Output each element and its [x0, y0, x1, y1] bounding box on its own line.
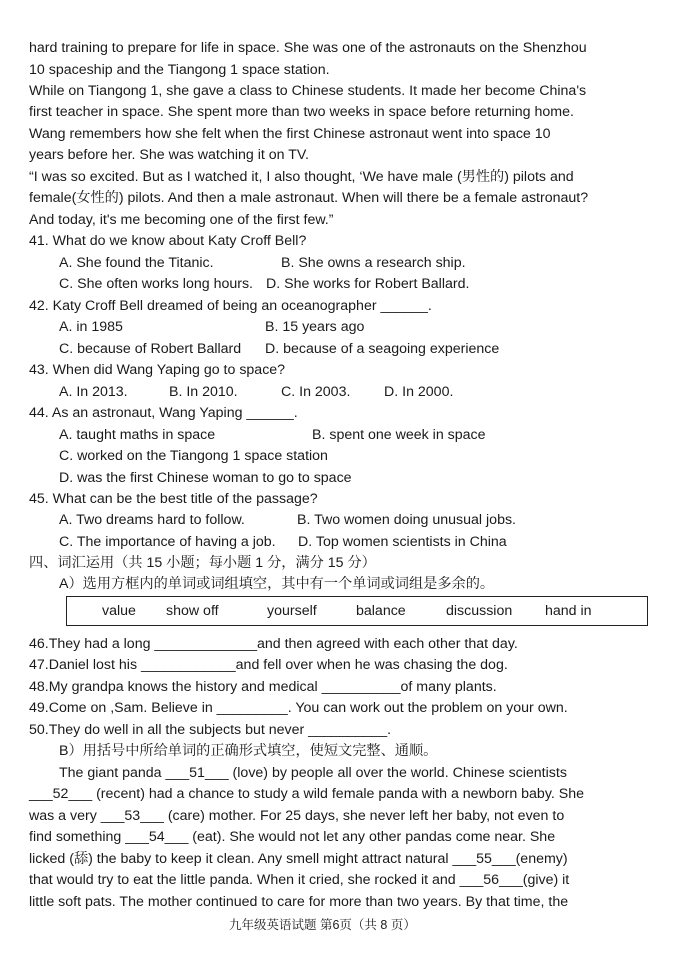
fill-item-50: 50.They do well in all the subjects but never __________. [29, 722, 392, 738]
part-a-instruction: A）选用方框内的单词或词组填空，其中有一个单词或词组是多余的。 [59, 576, 495, 592]
passage-line: “I was so excited. But as I watched it, I also thought, ‘We have male (男性的) pilots and [29, 169, 574, 185]
passage-line: Wang remembers how she felt when the first Chinese astronaut went into space 10 [29, 126, 551, 142]
passage-line: years before her. She was watching it on TV. [29, 147, 309, 163]
question-43-stem: 43. When did Wang Yaping go to space? [29, 362, 286, 378]
option-45-b: B. Two women doing unusual jobs. [297, 512, 516, 528]
word-box-item: value [102, 603, 136, 619]
option-43-a: A. In 2013. [59, 384, 128, 400]
option-41-b: B. She owns a research ship. [281, 255, 466, 271]
option-44-d: D. was the first Chinese woman to go to space [59, 470, 352, 486]
part-b-instruction: B）用括号中所给单词的正确形式填空，使短文完整、通顺。 [59, 743, 438, 759]
word-box-item: balance [356, 603, 406, 619]
question-42-stem: 42. Katy Croff Bell dreamed of being an oceanographer ______. [29, 298, 432, 314]
option-45-c: C. The importance of having a job. [59, 534, 276, 550]
option-43-d: D. In 2000. [384, 384, 454, 400]
word-box-item: discussion [446, 603, 513, 619]
option-43-c: C. In 2003. [281, 384, 351, 400]
question-44-stem: 44. As an astronaut, Wang Yaping ______. [29, 405, 298, 421]
passage-line: 10 spaceship and the Tiangong 1 space station. [29, 62, 330, 78]
word-box-item: hand in [545, 603, 592, 619]
question-45-stem: 45. What can be the best title of the passage? [29, 491, 318, 507]
passage-line: first teacher in space. She spent more than two weeks in space before returning home. [29, 104, 574, 120]
part-b-text-line: find something ___54___ (eat). She would not let any other pandas come near. She [29, 829, 556, 845]
option-44-a: A. taught maths in space [59, 427, 216, 443]
word-box [66, 596, 648, 626]
option-45-a: A. Two dreams hard to follow. [59, 512, 245, 528]
part-b-text-line: The giant panda ___51___ (love) by people all over the world. Chinese scientists [59, 765, 567, 781]
question-41-stem: 41. What do we know about Katy Croff Bell? [29, 233, 307, 249]
part-b-text-line: licked (舔) the baby to keep it clean. Any smell might attract natural ___55___(enemy) [29, 851, 568, 867]
passage-line: While on Tiangong 1, she gave a class to Chinese students. It made her become China's [29, 83, 587, 99]
part-b-text-line: that would try to eat the little panda. When it cried, she rocked it and ___56___(give) it [29, 872, 570, 888]
option-44-c: C. worked on the Tiangong 1 space station [59, 448, 328, 464]
option-42-c: C. because of Robert Ballard [59, 341, 242, 357]
fill-item-49: 49.Come on ,Sam. Believe in _________. You can work out the problem on your own. [29, 700, 568, 716]
passage-line: female(女性的) pilots. And then a male astronaut. When will there be a female astronaut? [29, 190, 589, 206]
section-4-heading: 四、词汇运用（共 15 小题；每小题 1 分，满分 15 分） [29, 555, 376, 571]
option-43-b: B. In 2010. [169, 384, 238, 400]
fill-item-46: 46.They had a long _____________and then agreed with each other that day. [29, 636, 518, 652]
fill-item-48: 48.My grandpa knows the history and medical __________of many plants. [29, 679, 497, 695]
word-box-item: yourself [267, 603, 317, 619]
option-42-d: D. because of a seagoing experience [265, 341, 500, 357]
fill-item-47: 47.Daniel lost his ____________and fell over when he was chasing the dog. [29, 657, 508, 673]
passage-line: hard training to prepare for life in space. She was one of the astronauts on the Shenzhou [29, 40, 587, 56]
option-42-a: A. in 1985 [59, 319, 123, 335]
passage-line: And today, it's me becoming one of the first few.” [29, 212, 334, 228]
option-41-a: A. She found the Titanic. [59, 255, 214, 271]
part-b-text-line: was a very ___53___ (care) mother. For 25 days, she never left her baby, not even to [29, 808, 565, 824]
option-42-b: B. 15 years ago [265, 319, 365, 335]
option-41-c: C. She often works long hours. [59, 276, 253, 292]
part-b-text-line: ___52___ (recent) had a chance to study a wild female panda with a newborn baby. She [29, 786, 584, 802]
option-44-b: B. spent one week in space [312, 427, 486, 443]
page-footer: 九年级英语试题 第6页（共 8 页） [229, 918, 416, 932]
option-41-d: D. She works for Robert Ballard. [266, 276, 470, 292]
part-b-text-line: little soft pats. The mother continued to care for more than two years. By that time, the [29, 894, 569, 910]
word-box-item: show off [166, 603, 219, 619]
option-45-d: D. Top women scientists in China [298, 534, 507, 550]
